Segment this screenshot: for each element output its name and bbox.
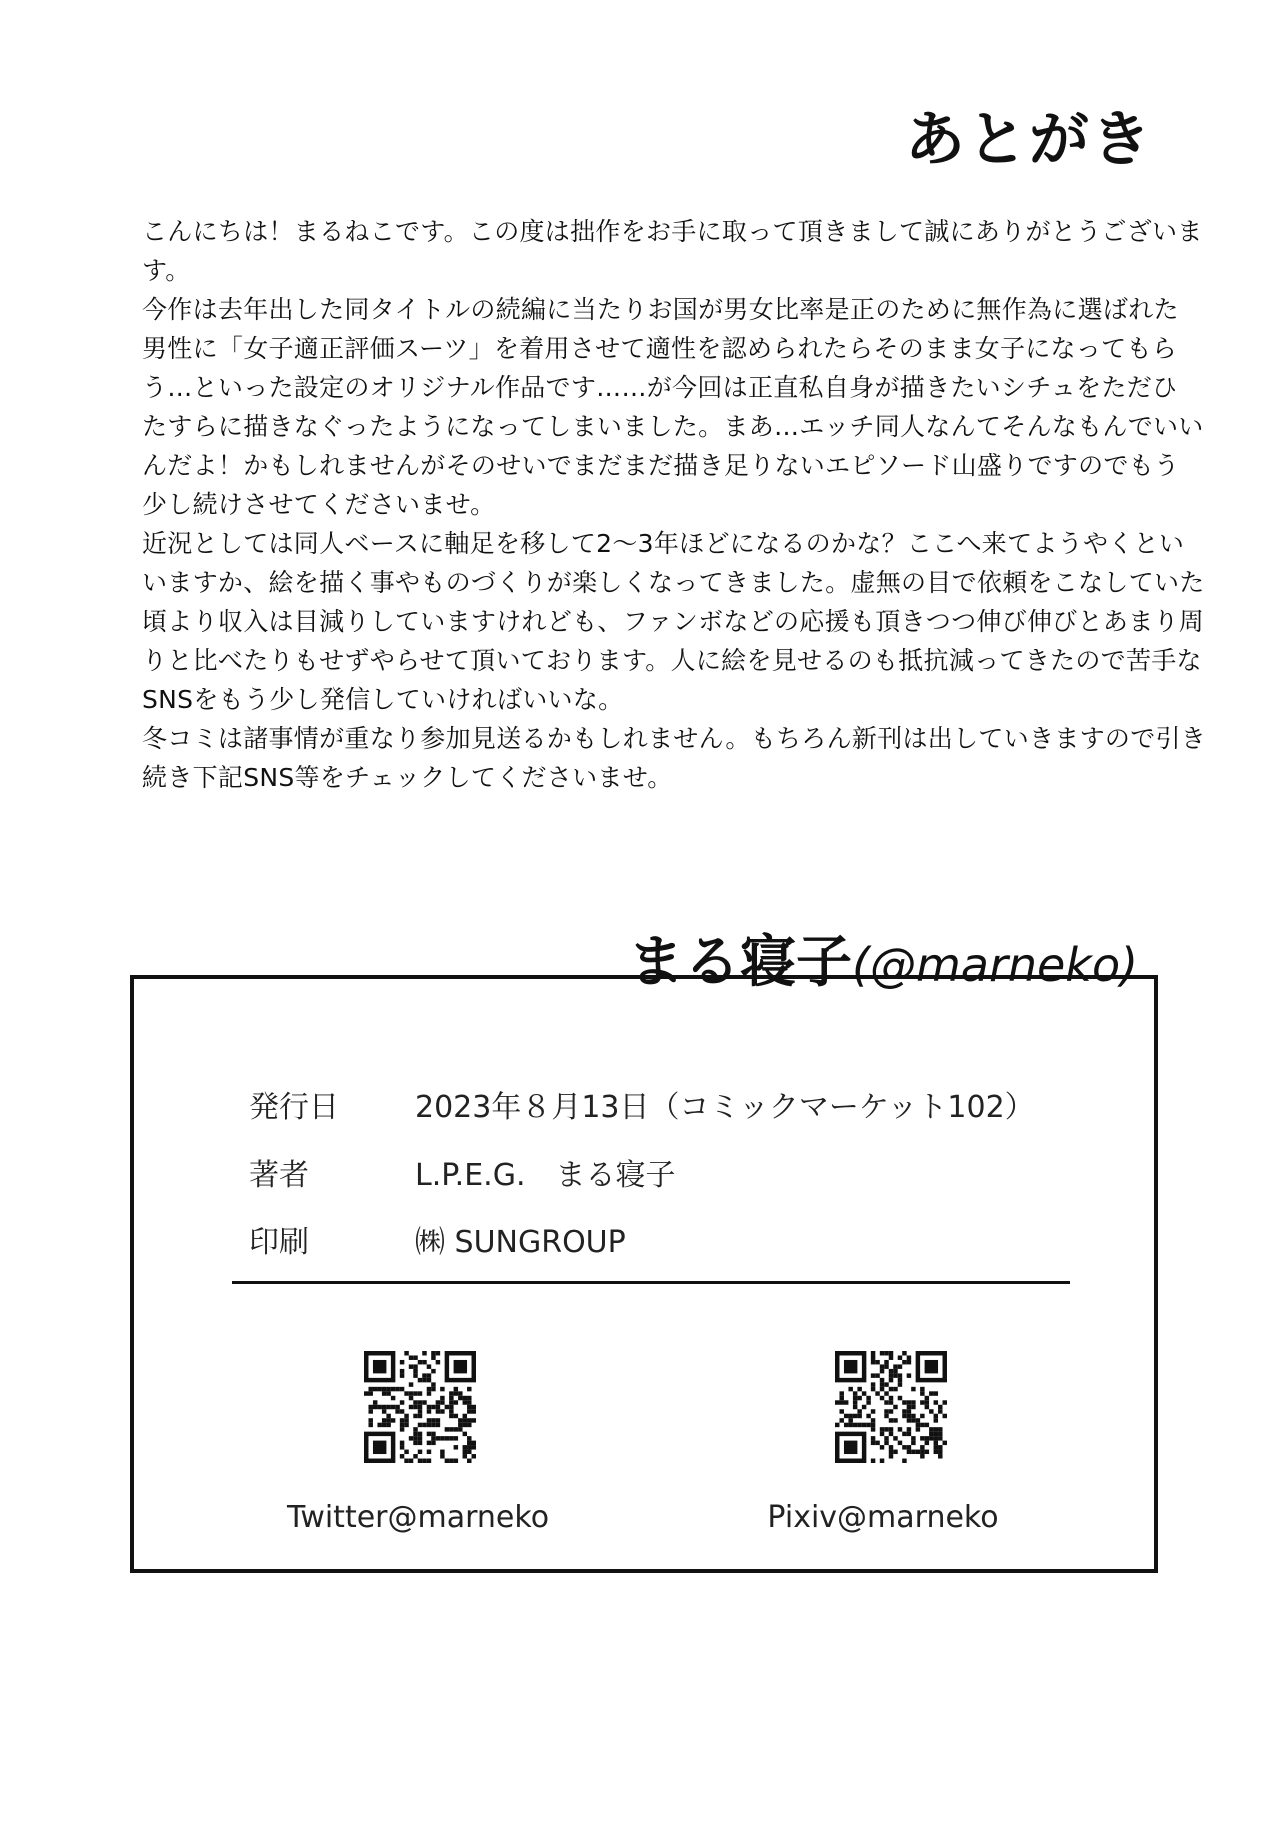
body-line: こんにちは！まるねこです。この度は拙作をお手に取って頂きまして誠にありがとうございま <box>142 217 1203 246</box>
body-line: 少し続けさせてくださいませ。 <box>142 490 496 519</box>
body-line: す。 <box>142 256 191 285</box>
colophon-label-author: 著者 <box>249 1158 309 1193</box>
colophon-label-printer: 印刷 <box>249 1225 309 1260</box>
divider <box>232 1281 1070 1284</box>
qr-code-icon[interactable] <box>835 1351 947 1463</box>
pixiv-link[interactable]: Pixiv@marneko <box>767 1500 999 1535</box>
colophon-value-author: L.P.E.G. まる寝子 <box>415 1158 676 1193</box>
body-line: いますか、絵を描く事やものづくりが楽しくなってきました。虚無の目で依頼をこなしていた <box>142 568 1205 597</box>
colophon-value-printer: ㈱ SUNGROUP <box>415 1225 626 1260</box>
colophon-box <box>130 975 1158 1573</box>
page-title: あとがき <box>905 105 1153 175</box>
colophon-value-date: 2023年８月13日（コミックマーケット102） <box>415 1090 1035 1125</box>
qr-code-icon[interactable] <box>364 1351 476 1463</box>
body-line: りと比べたりもせずやらせて頂いております。人に絵を見せるのも抵抗減ってきたので苦手な <box>142 646 1202 675</box>
colophon-label-date: 発行日 <box>249 1090 339 1125</box>
afterword-body <box>142 212 1207 797</box>
body-line: 今作は去年出した同タイトルの続編に当たりお国が男女比率是正のために無作為に選ばれた <box>142 295 1179 324</box>
body-line: 冬コミは諸事情が重なり参加見送るかもしれません。もちろん新刊は出していきますので引き <box>142 724 1207 753</box>
signature-name: まる寝子 <box>628 930 852 995</box>
body-line: んだよ！かもしれませんがそのせいでまだまだ描き足りないエピソード山盛りですのでもう <box>142 451 1180 480</box>
body-line: 頃より収入は目減りしていますけれども、ファンボなどの応援も頂きつつ伸び伸びとあまり周 <box>142 607 1205 636</box>
signature-handle: (@marneko) <box>852 938 1139 992</box>
body-line: 続き下記SNS等をチェックしてくださいませ。 <box>142 763 673 792</box>
twitter-link[interactable]: Twitter@marneko <box>286 1500 550 1535</box>
body-line: 男性に「女子適正評価スーツ」を着用させて適性を認められたらそのまま女子になってもら <box>142 334 1178 363</box>
body-line: たすらに描きなぐったようになってしまいました。まあ…エッチ同人なんてそんなもんでいい <box>142 412 1204 441</box>
body-line: 近況としては同人ベースに軸足を移して2〜3年ほどになるのかな？ここへ来てようやくとい <box>142 529 1185 558</box>
body-line: SNSをもう少し発信していければいいな。 <box>142 685 624 714</box>
body-line: う…といった設定のオリジナル作品です……が今回は正直私自身が描きたいシチュをただひ <box>142 373 1178 402</box>
